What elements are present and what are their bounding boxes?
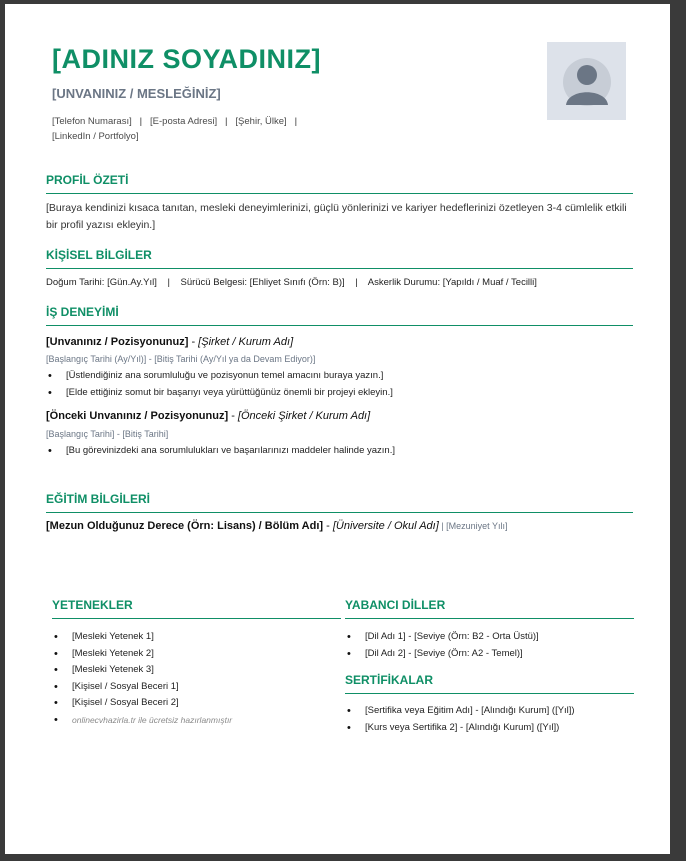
driver-license: Sürücü Belgesi: [Ehliyet Sınıfı (Örn: B)]: [180, 277, 345, 288]
section-heading-languages: YABANCI DİLLER: [345, 598, 634, 619]
user-avatar-icon: [547, 42, 626, 120]
list-item: • [Mesleki Yetenek 3]: [52, 662, 232, 679]
section-heading-personal: KİŞİSEL BİLGİLER: [46, 248, 633, 269]
job-bullets: [46, 368, 393, 401]
contact-linkedin: [LinkedIn / Portfolyo]: [52, 131, 139, 142]
contact-phone: [Telefon Numarası]: [52, 116, 132, 127]
personal-info-row: [46, 274, 537, 291]
list-item: • [Kişisel / Sosyal Beceri 1]: [52, 679, 232, 696]
dash: -: [323, 520, 333, 532]
list-item: • [Mesleki Yetenek 1]: [52, 629, 232, 646]
job-dates: [Başlangıç Tarihi] - [Bitiş Tarihi]: [46, 429, 169, 439]
contact-location: [Şehir, Ülke]: [235, 116, 287, 127]
job-entry-title: [46, 336, 293, 348]
separator: |: [294, 116, 298, 127]
list-item: • [Elde ettiğiniz somut bir başarıyı veya yürüttüğünüz önemli bir projeyi ekleyin.]: [46, 385, 393, 402]
birth-date: Doğum Tarihi: [Gün.Ay.Yıl]: [46, 277, 157, 288]
list-item: • [Bu görevinizdeki ana sorumlulukları ve başarılarınızı maddeler halinde yazın.]: [46, 443, 395, 460]
list-item: • [Sertifika veya Eğitim Adı] - [Alındığı Kurum] ([Yıl]): [345, 703, 575, 720]
dash: -: [188, 336, 199, 348]
profile-summary: [Buraya kendinizi kısaca tanıtan, mesleki deneyimlerinizi, güçlü yönlerinizi ve kariyer hedeflerinizi özetleyen 3-4 cümlelik etkili bir profil yazısı ekleyin.]: [46, 202, 627, 231]
languages-list: [345, 629, 539, 662]
list-item: • [Dil Adı 2] - [Seviye (Örn: A2 - Temel)]: [345, 646, 539, 663]
watermark-item: [52, 712, 232, 730]
section-heading-skills: YETENEKLER: [52, 598, 341, 619]
separator: |: [225, 116, 228, 127]
job-position: [Unvanınız / Pozisyonunuz]: [46, 336, 189, 348]
school-name: [Üniversite / Okul Adı]: [332, 520, 439, 532]
dash: -: [228, 410, 238, 422]
list-item: • [Kişisel / Sosyal Beceri 2]: [52, 695, 232, 712]
list-item: • [Dil Adı 1] - [Seviye (Örn: B2 - Orta Üstü)]: [345, 629, 539, 646]
military-status: Askerlik Durumu: [Yapıldı / Muaf / Tecilli]: [367, 277, 537, 288]
list-item: • [Kurs veya Sertifika 2] - [Alındığı Kurum] ([Yıl]): [345, 720, 575, 737]
education-entry: [46, 520, 508, 532]
section-heading-profile: PROFİL ÖZETİ: [46, 173, 633, 194]
job-company: [Önceki Şirket / Kurum Adı]: [237, 410, 371, 422]
section-heading-experience: İŞ DENEYİMİ: [46, 305, 633, 326]
job-position: [Önceki Unvanınız / Pozisyonunuz]: [46, 410, 229, 422]
separator: |: [438, 521, 447, 531]
job-bullets: [46, 443, 395, 460]
resume-page: [5, 4, 670, 854]
section-heading-certificates: SERTİFİKALAR: [345, 673, 634, 694]
full-name: [ADINIZ SOYADINIZ]: [52, 44, 322, 74]
degree: [Mezun Olduğunuz Derece (Örn: Lisans) / Bölüm Adı]: [46, 520, 324, 532]
profile-photo: [547, 42, 626, 120]
list-item: • [Üstlendiğiniz ana sorumluluğu ve pozisyonun temel amacını buraya yazın.]: [46, 368, 393, 385]
graduation-year: [Mezuniyet Yılı]: [446, 521, 508, 531]
separator: |: [167, 277, 170, 288]
watermark-text: onlinecvhazirla.tr ile ücretsiz hazırlanmıştır: [72, 714, 233, 725]
separator: |: [355, 277, 358, 288]
job-company: [Şirket / Kurum Adı]: [198, 336, 294, 348]
job-entry-title: [46, 410, 370, 422]
contact-email: [E-posta Adresi]: [150, 116, 218, 127]
certificates-list: [345, 703, 575, 736]
list-item: • [Mesleki Yetenek 2]: [52, 646, 232, 663]
job-dates: [Başlangıç Tarihi (Ay/Yıl)] - [Bitiş Tarihi (Ay/Yıl ya da Devam Ediyor)]: [46, 354, 316, 364]
separator: |: [139, 116, 143, 127]
job-title: [UNVANINIZ / MESLEĞİNİZ]: [52, 86, 221, 101]
contact-info: [52, 114, 322, 144]
section-heading-education: EĞİTİM BİLGİLERİ: [46, 492, 633, 513]
skills-list: [52, 629, 232, 729]
